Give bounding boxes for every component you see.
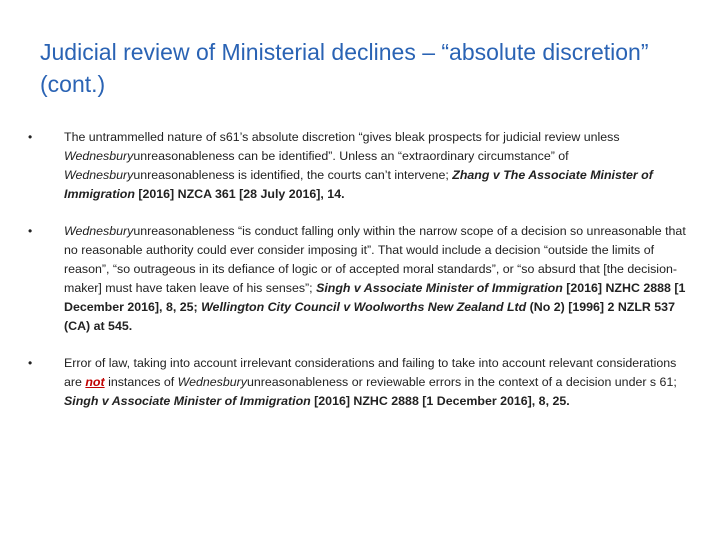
bullet-text: The untrammelled nature of s61’s absolute discretion “gives bleak prospects for judicial review unless [64,130,620,144]
slide-title: Judicial review of Ministerial declines – “absolute discretion” (cont.) [40,39,649,97]
bullet-text: unreasonableness is identified, the courts can’t intervene; [133,168,453,182]
bullet-text: Error of law, taking into account irrelevant considerations and failing to take into account relevant considerations are [64,356,677,389]
bullet-list [28,128,688,411]
bullet-item-3 [28,354,688,411]
bullet-text: instances of [104,375,178,389]
case-citation: Wellington City Council v Woolworths New Zealand Ltd [201,300,527,314]
bullet-text: unreasonableness “is conduct falling only within the narrow scope of a decision so unreasonable that no reasonable authority could ever consider imposing it”. That would include a decision “outside the limits of reason”, “so outrageous in its defiance of logic or of accepted moral standards”, or “so absurd that [the decision-maker] must have taken leave of his senses”; [64,224,686,295]
bullet-dot: • [28,224,33,238]
case-citation: Zhang v The Associate Minister of Immigration [64,168,653,201]
emphasis-not: not [85,375,105,389]
bullet-dot: • [28,356,33,370]
case-name-italic: Wednesbury [64,224,134,238]
bullet-text: unreasonableness or reviewable errors in the context of a decision under s 61; [246,375,677,389]
case-name-italic: Wednesbury [64,149,134,163]
bullet-dot: • [28,130,33,144]
citation-reference: [2016] NZHC 2888 [1 December 2016], 8, 25; [64,281,686,314]
bullet-item-1 [28,128,688,204]
citation-reference: (No 2) [1996] 2 NZLR 537 (CA) at 545. [64,300,675,333]
bullet-item-2 [28,222,688,336]
citation-reference: [2016] NZHC 2888 [1 December 2016], 8, 25. [310,394,570,408]
case-name-italic: Wednesbury [64,168,134,182]
citation-reference: [2016] NZCA 361 [28 July 2016], 14. [134,187,345,201]
bullet-text: unreasonableness can be identified”. Unless an “extraordinary circumstance” of [133,149,569,163]
case-citation: Singh v Associate Minister of Immigration [64,394,311,408]
case-citation: Singh v Associate Minister of Immigration [316,281,563,295]
case-name-italic: Wednesbury [177,375,247,389]
